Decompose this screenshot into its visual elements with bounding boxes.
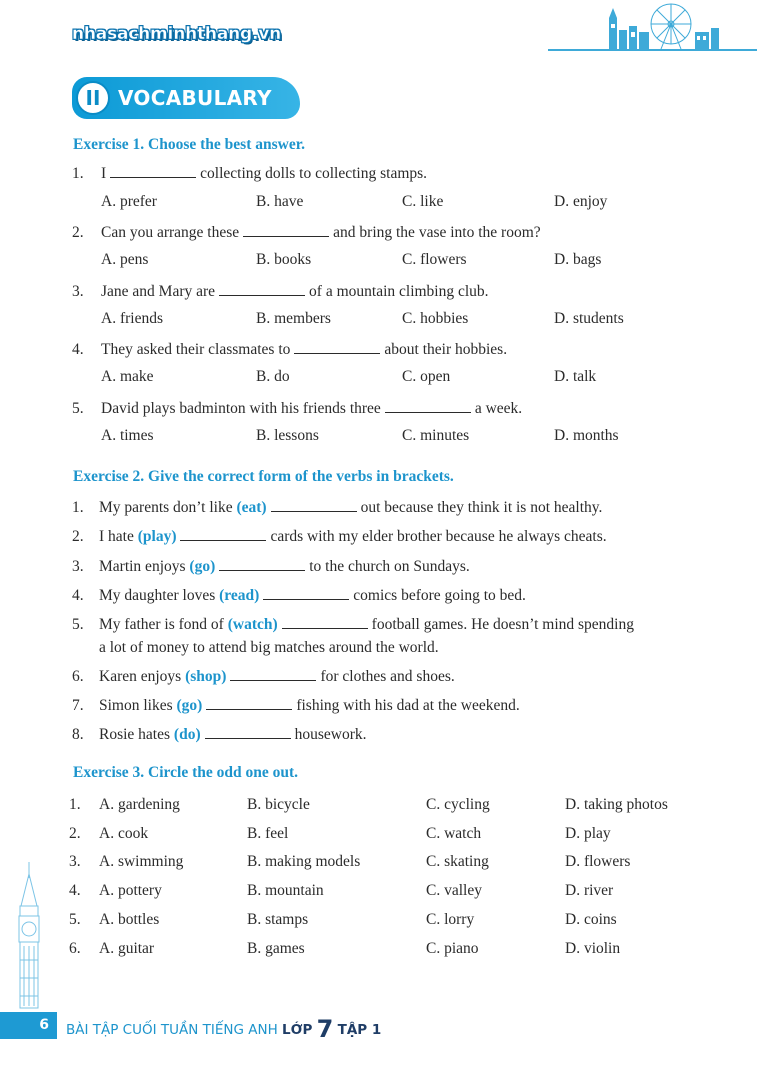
option-c[interactable]: C. open [402, 368, 451, 385]
question-text: My daughter loves [99, 587, 216, 604]
option-b[interactable]: B. games [247, 940, 305, 957]
question-text: housework. [294, 726, 367, 743]
option-b[interactable]: B. stamps [247, 911, 309, 928]
item-number: 1. [72, 165, 84, 182]
answer-blank[interactable] [110, 165, 196, 178]
option-a[interactable]: A. friends [101, 310, 163, 327]
answer-blank[interactable] [219, 558, 305, 571]
question-text: cards with my elder brother because he always cheats. [270, 528, 607, 545]
exercise1-heading: Exercise 1. Choose the best answer. [73, 136, 306, 153]
item-number: 3. [72, 283, 84, 300]
book-title-text: BÀI TẬP CUỐI TUẦN TIẾNG ANH [66, 1022, 278, 1038]
option-b[interactable]: B. do [256, 368, 290, 385]
question-text: a week. [474, 400, 523, 417]
option-a[interactable]: A. make [101, 368, 154, 385]
answer-blank[interactable] [385, 400, 471, 413]
option-b[interactable]: B. members [256, 310, 331, 327]
item-number: 5. [72, 400, 84, 417]
question-text: Martin enjoys [99, 558, 186, 575]
answer-blank[interactable] [230, 668, 316, 681]
option-b[interactable]: B. have [256, 193, 304, 210]
option-d[interactable]: D. taking photos [565, 796, 668, 813]
item-number: 2. [72, 528, 84, 545]
verb-hint: (go) [176, 697, 203, 714]
option-c[interactable]: C. watch [426, 825, 482, 842]
option-b[interactable]: B. feel [247, 825, 289, 842]
option-d[interactable]: D. play [565, 825, 611, 842]
book-volume: TẬP 1 [337, 1022, 382, 1038]
item-number: 5. [69, 911, 81, 928]
option-a[interactable]: A. guitar [99, 940, 155, 957]
answer-blank[interactable] [263, 587, 349, 600]
option-c[interactable]: C. minutes [402, 427, 470, 444]
option-c[interactable]: C. valley [426, 882, 482, 899]
item-number: 1. [72, 499, 84, 516]
question-continuation: a lot of money to attend big matches around the world. [99, 639, 439, 656]
question-text: Jane and Mary are [101, 283, 216, 300]
verb-hint: (play) [137, 528, 177, 545]
site-logo: nhasachminhthang.vn [72, 24, 282, 44]
option-a[interactable]: A. cook [99, 825, 149, 842]
question-text: My father is fond of [99, 616, 224, 633]
verb-hint: (do) [173, 726, 201, 743]
item-number: 7. [72, 697, 84, 714]
answer-blank[interactable] [219, 283, 305, 296]
option-d[interactable]: D. students [554, 310, 624, 327]
answer-blank[interactable] [180, 528, 266, 541]
question-text: My parents don’t like [99, 499, 233, 516]
option-c[interactable]: C. hobbies [402, 310, 469, 327]
option-c[interactable]: C. flowers [402, 251, 467, 268]
option-d[interactable]: D. months [554, 427, 619, 444]
answer-blank[interactable] [294, 341, 380, 354]
question-text: I hate [99, 528, 134, 545]
item-number: 2. [69, 825, 81, 842]
question-text: for clothes and shoes. [320, 668, 455, 685]
option-a[interactable]: A. swimming [99, 853, 184, 870]
option-d[interactable]: D. talk [554, 368, 597, 385]
question-text: and bring the vase into the room? [333, 224, 541, 241]
question-text: of a mountain climbing club. [309, 283, 489, 300]
book-grade-label: LỚP [282, 1022, 313, 1038]
question-text: comics before going to bed. [353, 587, 526, 604]
answer-blank[interactable] [205, 726, 291, 739]
item-number: 3. [69, 853, 81, 870]
question-text: Can you arrange these [101, 224, 240, 241]
option-c[interactable]: C. piano [426, 940, 479, 957]
verb-hint: (go) [189, 558, 216, 575]
option-b[interactable]: B. making models [247, 853, 361, 870]
question-text: They asked their classmates to [101, 341, 291, 358]
option-c[interactable]: C. cycling [426, 796, 490, 813]
big-ben-icon [12, 860, 46, 1010]
option-a[interactable]: A. prefer [101, 193, 157, 210]
section-title: VOCABULARY [118, 86, 272, 110]
option-b[interactable]: B. lessons [256, 427, 319, 444]
item-number: 1. [69, 796, 81, 813]
question-text: I [101, 165, 107, 182]
item-number: 5. [72, 616, 84, 633]
page-number: 6 [0, 1012, 57, 1039]
question-text: to the church on Sundays. [309, 558, 470, 575]
item-number: 6. [69, 940, 81, 957]
london-skyline-icon [603, 2, 753, 52]
option-a[interactable]: A. times [101, 427, 154, 444]
item-number: 4. [72, 587, 84, 604]
option-a[interactable]: A. gardening [99, 796, 180, 813]
option-d[interactable]: D. river [565, 882, 614, 899]
question-text: collecting dolls to collecting stamps. [200, 165, 428, 182]
section-banner [72, 77, 300, 119]
question-text: fishing with his dad at the weekend. [296, 697, 520, 714]
option-d[interactable]: D. bags [554, 251, 602, 268]
option-a[interactable]: A. pottery [99, 882, 162, 899]
option-d[interactable]: D. flowers [565, 853, 631, 870]
answer-blank[interactable] [206, 697, 292, 710]
question-text: football games. He doesn’t mind spending [371, 616, 634, 633]
verb-hint: (watch) [227, 616, 278, 633]
question-text: Rosie hates [99, 726, 171, 743]
verb-hint: (eat) [236, 499, 267, 516]
question-text: Karen enjoys [99, 668, 182, 685]
option-a[interactable]: A. pens [101, 251, 149, 268]
option-a[interactable]: A. bottles [99, 911, 160, 928]
option-d[interactable]: D. violin [565, 940, 621, 957]
item-number: 4. [69, 882, 81, 899]
verb-hint: (shop) [185, 668, 227, 685]
item-number: 6. [72, 668, 84, 685]
item-number: 8. [72, 726, 84, 743]
book-grade-number: 7 [316, 1015, 334, 1043]
option-d[interactable]: D. enjoy [554, 193, 608, 210]
question-text: Simon likes [99, 697, 173, 714]
option-c[interactable]: C. like [402, 193, 444, 210]
exercise2-heading: Exercise 2. Give the correct form of the verbs in brackets. [73, 468, 454, 485]
item-number: 2. [72, 224, 84, 241]
option-b[interactable]: B. bicycle [247, 796, 310, 813]
verb-hint: (read) [219, 587, 260, 604]
option-c[interactable]: C. lorry [426, 911, 475, 928]
option-d[interactable]: D. coins [565, 911, 617, 928]
answer-blank[interactable] [282, 616, 368, 629]
exercise3-heading: Exercise 3. Circle the odd one out. [73, 764, 299, 781]
option-c[interactable]: C. skating [426, 853, 489, 870]
option-b[interactable]: B. books [256, 251, 312, 268]
question-text: out because they think it is not healthy. [360, 499, 603, 516]
section-number: II [76, 81, 110, 115]
item-number: 3. [72, 558, 84, 575]
question-text: about their hobbies. [384, 341, 508, 358]
answer-blank[interactable] [243, 224, 329, 237]
book-title [66, 1015, 381, 1043]
answer-blank[interactable] [271, 499, 357, 512]
option-b[interactable]: B. mountain [247, 882, 324, 899]
question-text: David plays badminton with his friends three [101, 400, 381, 417]
item-number: 4. [72, 341, 84, 358]
